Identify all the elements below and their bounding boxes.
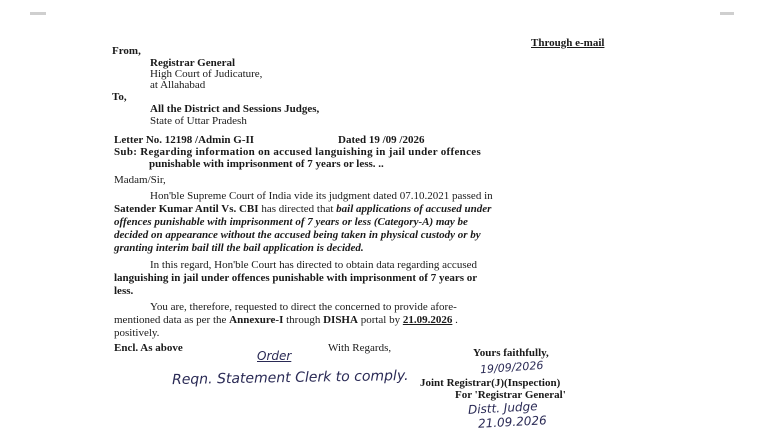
order-text-handwritten: Reqn. Statement Clerk to comply. xyxy=(171,367,409,389)
salutation: Madam/Sir, xyxy=(114,174,166,186)
para2-line-1: In this regard, Hon'ble Court has directed to obtain data regarding accused xyxy=(150,259,477,271)
from-label: From, xyxy=(112,45,141,57)
para1-line-4: decided on appearance without the accused being taken in physical custody or by xyxy=(114,229,481,241)
enclosure: Encl. As above xyxy=(114,342,183,354)
para3-line-2 xyxy=(114,314,458,327)
case-name: Satender Kumar Antil Vs. CBI xyxy=(114,203,259,215)
for-registrar-general: For 'Registrar General' xyxy=(455,389,566,401)
letter-number: Letter No. 12198 /Admin G-II xyxy=(114,134,255,146)
para1-line-1: Hon'ble Supreme Court of India vide its judgment dated 07.10.2021 passed in xyxy=(150,190,493,202)
para1-line-2-italic: bail applications of accused under xyxy=(336,203,492,215)
letter-date: Dated 19 /09 /2026 xyxy=(338,134,425,146)
from-line-2: High Court of Judicature, xyxy=(150,68,263,80)
subject-line-2: punishable with imprisonment of 7 years or less. .. xyxy=(149,158,384,170)
from-line-1: Registrar General xyxy=(150,57,236,69)
yours-faithfully: Yours faithfully, xyxy=(473,347,549,359)
subject-line-1: Sub: Regarding information on accused languishing in jail under offences xyxy=(114,146,482,158)
para3-text-a: mentioned data as per the xyxy=(114,314,230,326)
para2-line-2: languishing in jail under offences punishable with imprisonment of 7 years or xyxy=(114,272,478,284)
order-heading-handwritten: Order xyxy=(257,349,292,363)
para3-line-3: positively. xyxy=(114,327,160,339)
to-line-2: State of Uttar Pradesh xyxy=(150,115,247,127)
para1-line-2-text: has directed that xyxy=(258,203,337,215)
to-label: To, xyxy=(112,91,127,103)
scan-speck xyxy=(30,12,46,15)
annexure-label: Annexure-I xyxy=(229,314,284,326)
para3-text-b: through xyxy=(283,314,324,326)
through-email-label: Through e-mail xyxy=(531,37,605,49)
deadline-date: 21.09.2026 xyxy=(402,314,453,326)
with-regards: With Regards, xyxy=(328,342,392,354)
judge-date-handwritten: 21.09.2026 xyxy=(477,413,548,431)
disha-label: DISHA xyxy=(323,314,358,326)
scan-speck xyxy=(720,12,734,15)
para2-line-3: less. xyxy=(114,285,134,297)
para3-line-1: You are, therefore, requested to direct the concerned to provide afore- xyxy=(150,301,457,313)
para1-line-5: granting interim bail till the bail application is decided. xyxy=(114,242,364,254)
para1-line-3: offences punishable with imprisonment of 7 years or less (Category-A) may be xyxy=(114,216,468,228)
para1-line-2 xyxy=(114,203,491,216)
signature-date-handwritten: 19/09/2026 xyxy=(479,358,544,377)
para3-text-d: . xyxy=(452,314,458,326)
from-line-3: at Allahabad xyxy=(150,79,206,91)
para3-text-c: portal by xyxy=(357,314,403,326)
to-line-1: All the District and Sessions Judges, xyxy=(150,103,320,115)
judge-title-handwritten: Distt. Judge xyxy=(467,399,538,417)
designation: Joint Registrar(J)(Inspection) xyxy=(420,377,561,389)
